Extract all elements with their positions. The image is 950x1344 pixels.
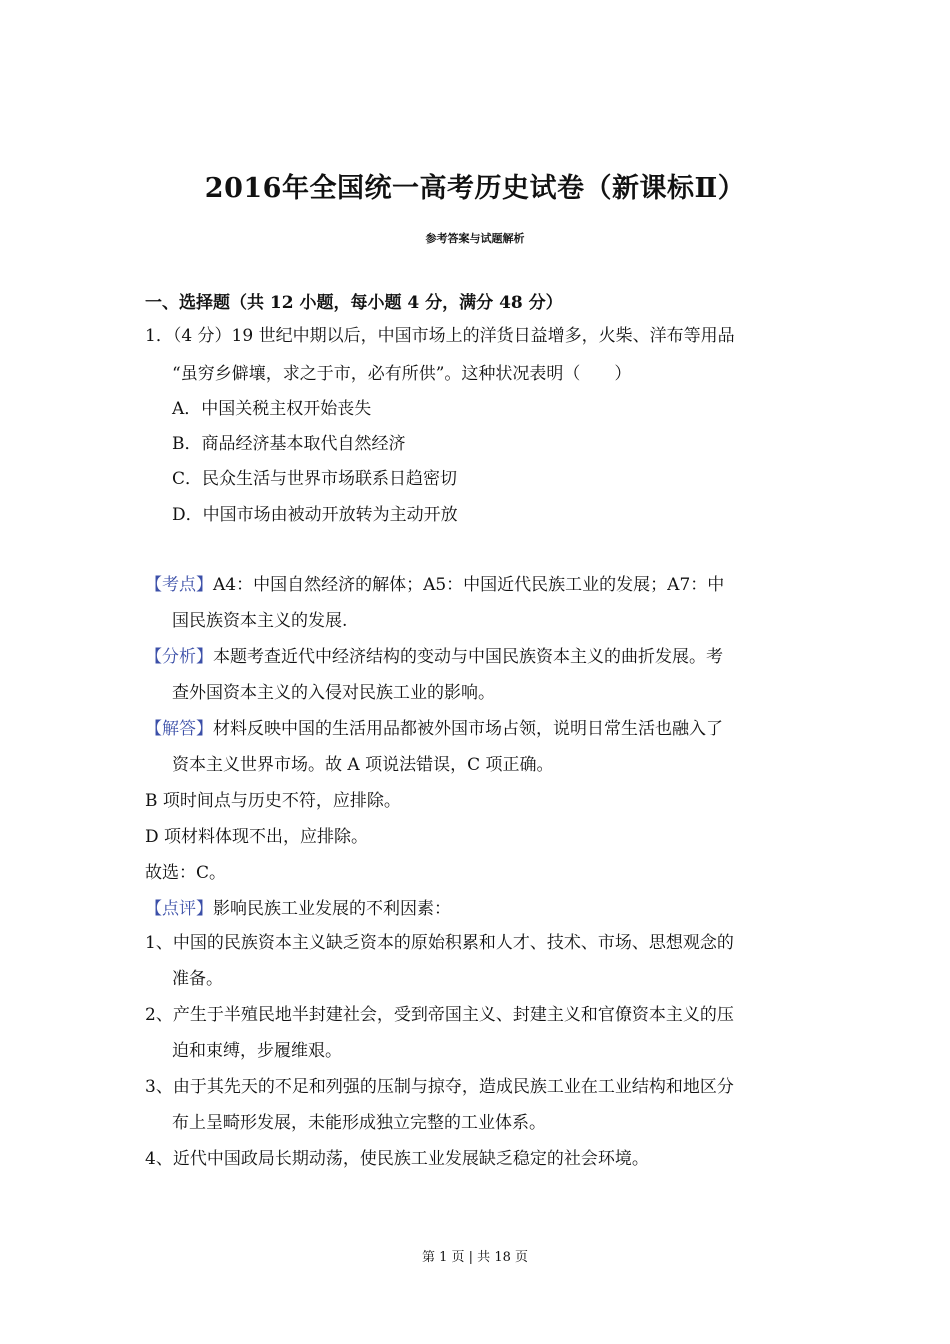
dianping-text-1: 影响民族工业发展的不利因素： — [213, 899, 451, 919]
section-heading: 一、选择题（共 12 小题，每小题 4 分，满分 48 分） — [145, 293, 563, 313]
kaodian-tag: 【考点】 — [145, 575, 213, 595]
page-subtitle: 参考答案与试题解析 — [425, 232, 525, 245]
option-d: D．中国市场由被动开放转为主动开放 — [172, 505, 458, 525]
dianping-item-3: 3、由于其先天的不足和列强的压制与掠夺，造成民族工业在工业结构和地区分 — [145, 1077, 734, 1097]
dianping-item-3-cont: 布上呈畸形发展，未能形成独立完整的工业体系。 — [172, 1113, 546, 1133]
fenxi-text-1: 本题考查近代中经济结构的变动与中国民族资本主义的曲折发展。考 — [213, 647, 723, 667]
dianping-item-1: 1、中国的民族资本主义缺乏资本的原始积累和人才、技术、市场、思想观念的 — [145, 933, 734, 953]
fenxi-tag: 【分析】 — [145, 647, 213, 667]
jieda-tag: 【解答】 — [145, 719, 213, 739]
fenxi-line-2: 查外国资本主义的入侵对民族工业的影响。 — [172, 683, 495, 703]
kaodian-line-2: 国民族资本主义的发展. — [172, 611, 348, 631]
dianping-item-4: 4、近代中国政局长期动荡，使民族工业发展缺乏稳定的社会环境。 — [145, 1149, 649, 1169]
fenxi-line-1 — [145, 645, 723, 669]
page-title: 2016年全国统一高考历史试卷（新课标Ⅱ） — [204, 173, 746, 204]
question-stem-line-1: 1．（4 分）19 世纪中期以后，中国市场上的洋货日益增多，火柴、洋布等用品 — [145, 326, 735, 346]
jieda-line-1 — [145, 717, 723, 741]
dianping-tag: 【点评】 — [145, 899, 213, 919]
jieda-line-2: 资本主义世界市场。故 A 项说法错误，C 项正确。 — [172, 755, 554, 775]
kaodian-line-1 — [145, 573, 724, 597]
option-c: C．民众生活与世界市场联系日趋密切 — [172, 469, 458, 489]
dianping-line-1 — [145, 897, 451, 921]
option-b: B．商品经济基本取代自然经济 — [172, 434, 406, 454]
question-stem-line-2: “虽穷乡僻壤，求之于市，必有所供”。这种状况表明（ ） — [172, 364, 632, 384]
dianping-item-2-cont: 迫和束缚，步履维艰。 — [172, 1041, 342, 1061]
jieda-line-4: D 项材料体现不出，应排除。 — [145, 827, 369, 847]
page-footer: 第 1 页 | 共 18 页 — [422, 1250, 528, 1265]
kaodian-text-1: A4：中国自然经济的解体；A5：中国近代民族工业的发展；A7：中 — [213, 575, 725, 595]
jieda-line-3: B 项时间点与历史不符，应排除。 — [145, 791, 401, 811]
dianping-item-1-cont: 准备。 — [172, 969, 223, 989]
option-a: A．中国关税主权开始丧失 — [172, 399, 372, 419]
jieda-text-1: 材料反映中国的生活用品都被外国市场占领，说明日常生活也融入了 — [213, 719, 723, 739]
dianping-item-2: 2、产生于半殖民地半封建社会，受到帝国主义、封建主义和官僚资本主义的压 — [145, 1005, 734, 1025]
jieda-answer: 故选：C。 — [145, 863, 227, 883]
